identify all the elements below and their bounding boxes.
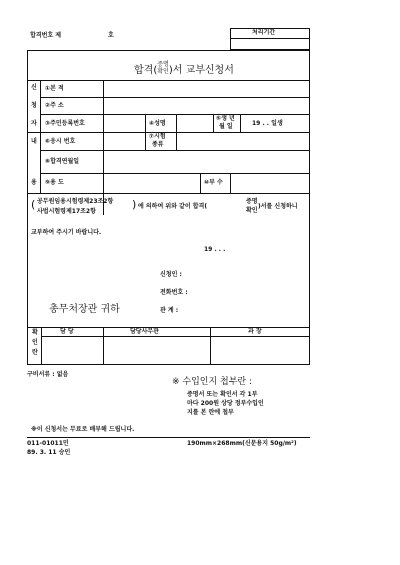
birth-divider [240,114,241,132]
row-divider [40,114,310,115]
form-code: 011-01011민 [27,440,69,447]
confirm-side-divider [41,327,42,365]
title-prefix: 합격( [134,64,158,76]
copies-divider [230,173,231,193]
applicant-side-char-3: 자 [31,120,37,127]
stamp-body-3: 지를 본 란에 첩부 [187,409,234,416]
statement-stack-top: 증명 [246,198,258,205]
statement-text-1: 에 의하여 위와 같이 합격( [138,203,208,210]
birth-divider [213,114,214,132]
confirm-col-divider [103,327,104,365]
section-divider [27,132,310,133]
confirm-header-officer: 담 당 [60,328,74,335]
form-title [134,58,234,78]
field-label-domicile: ①본 적 [45,85,64,92]
field-label-pass-date: ⑧합격연월일 [45,158,80,165]
processing-period-label: 처리기간 [252,29,276,36]
applicant-side-char-2: 청 [31,102,37,109]
confirm-col-divider [210,327,211,365]
title-stack-top: 증명 [157,61,169,68]
confirm-header-chief: 과 장 [248,328,262,335]
field-label-name: ④성명 [149,120,166,127]
confirm-side-char-1: 확 [32,329,38,336]
registration-number-suffix: 호 [108,32,114,39]
approval-date: 89. 3. 11 승인 [27,449,71,456]
officer-label: 관 계 : [160,307,179,314]
field-value-birth: 19 . . 일생 [252,120,283,127]
applicant-signature-label: 신청인 : [160,271,182,278]
field-label-birth-1: ⑤생 년 [216,115,235,122]
stamp-body-2: 마다 200원 상당 정부수입인 [187,400,264,407]
registration-number-label: 합격번호 제 [30,32,62,39]
confirm-header-divider [41,336,310,337]
recipient: 총무처장관 귀하 [49,304,120,315]
section-divider [27,193,310,194]
field-label-exam-number: ⑥응시 번호 [45,138,76,145]
applicant-side-char-1: 신 [31,84,37,91]
side-column-divider [40,132,41,193]
field-label-exam-type-2: 종류 [152,141,164,148]
row-divider [40,97,310,98]
title-divider [27,80,310,81]
field-label-exam-type-1: ⑦시험 [149,133,166,140]
processing-divider [230,38,310,39]
stamp-title: ※ 수입인지 첩부란 : [172,377,253,387]
label-column-divider [103,80,104,215]
stamp-body-1: 증명서 또는 확인서 각 1부 [187,391,258,398]
phone-label: 전화번호 : [160,289,188,296]
confirm-side-char-3: 란 [32,349,38,356]
title-suffix: )서 교부신청서 [168,64,234,76]
confirm-header-manager: 담당사무관 [130,328,159,335]
details-side-char-2: 용 [31,179,37,186]
paper-spec: 190mm×268mm(신문용지 50g/m²) [187,440,297,447]
field-label-address: ②주 소 [45,102,64,109]
row-divider [40,150,310,151]
title-stack-bottom: 확인 [157,68,169,75]
bracket-open: ( [31,198,36,211]
statement-text-2: 교부하여 주시기 바랍니다. [31,229,102,236]
statement-text-1-end: )서를 신청하니 [258,203,298,210]
copies-divider [200,173,201,193]
field-label-resident-number: ③주민등록번호 [45,120,85,127]
free-distribution-note: ※이 신청서는 무료로 배부해 드립니다. [31,426,135,433]
required-documents: 구비서류 : 없음 [27,371,69,378]
field-label-birth-2: 월 일 [219,123,233,130]
field-label-purpose: ⑨용 도 [45,179,64,186]
field-label-copies: ⑩부 수 [204,179,223,186]
details-side-char-1: 내 [31,138,37,145]
statement-date: 19 . . . [204,246,226,253]
confirm-side-char-2: 인 [32,339,38,346]
footer-divider [27,437,310,438]
statement-law-1: 공무원임용시험령제23조2항 [37,198,114,205]
title-stack [157,61,169,75]
statement-stack-bottom: 확인 [246,207,258,214]
statement-law-2: 사법시험령제17조2항 [37,208,96,215]
row-divider [40,173,310,174]
bracket-close: ) [132,198,137,211]
